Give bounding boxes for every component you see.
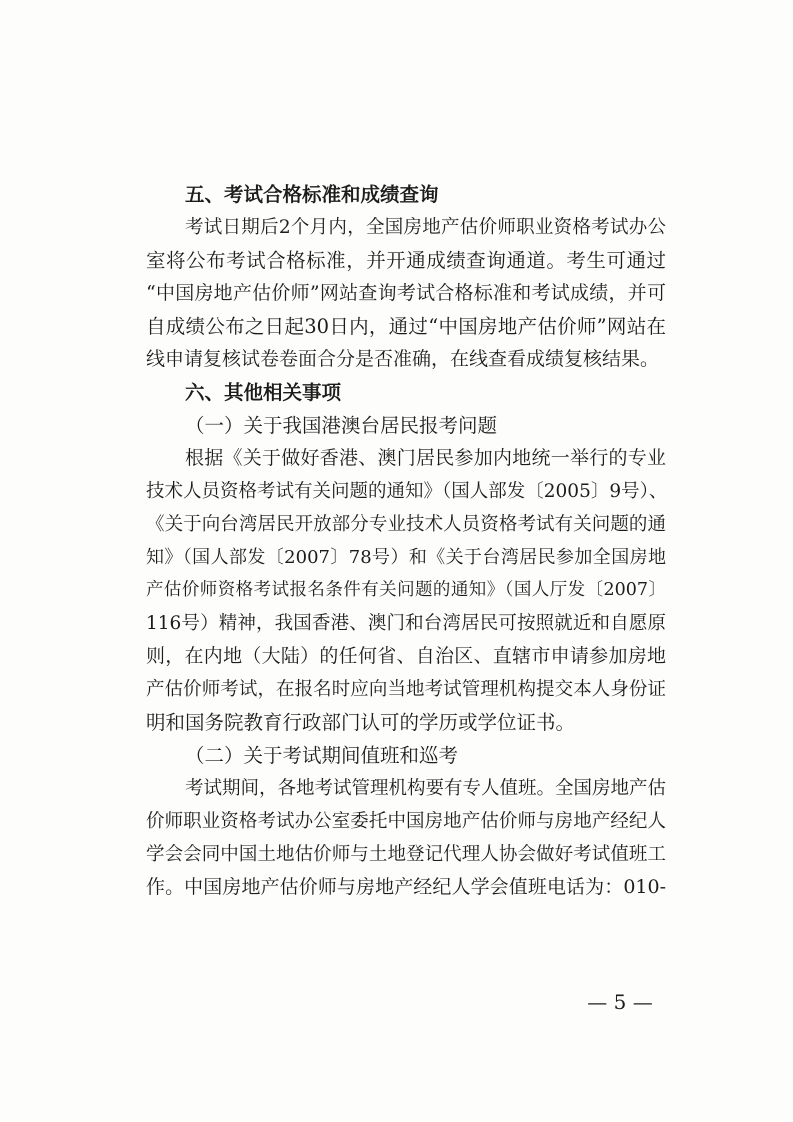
page-number: — 5 — (587, 990, 653, 1014)
section-6-heading: 六、其他相关事项 (185, 381, 342, 404)
subsection-2-line-2: 价师职业资格考试办公室委托中国房地产估价师与房地产经纪人 (146, 811, 666, 832)
subsection-2-line-4: 作。中国房地产估价师与房地产经纪人学会值班电话为：010- (146, 876, 666, 898)
subsection-2-heading: （二）关于考试期间值班和巡考 (185, 744, 459, 767)
section-5-line-5: 线申请复核试卷卷面合分是否准确，在线查看成绩复核结果。 (146, 348, 660, 370)
subsection-2-line-3: 学会会同中国土地估价师与土地登记代理人协会做好考试值班工 (146, 844, 666, 865)
subsection-2-line-1: 考试期间，各地考试管理机构要有专人值班。全国房地产估 (185, 778, 667, 799)
section-5-line-4: 自成绩公布之日起30日内，通过“中国房地产估价师”网站在 (146, 315, 666, 338)
subsection-1-line-3: 《关于向台湾居民开放部分专业技术人员资格考试有关问题的通 (146, 514, 666, 535)
section-5-line-3: “中国房地产估价师”网站查询考试合格标准和考试成绩，并可 (146, 282, 666, 304)
subsection-1-line-1: 根据《关于做好香港、澳门居民参加内地统一举行的专业 (185, 447, 666, 469)
section-5-line-2: 室将公布考试合格标准，并开通成绩查询通道。考生可通过 (146, 249, 666, 272)
subsection-1-line-9: 明和国务院教育行政部门认可的学历或学位证书。 (146, 711, 576, 734)
subsection-1-line-5: 产估价师资格考试报名条件有关问题的通知》（国人厅发〔2007〕 (146, 580, 666, 600)
subsection-1-line-7: 则，在内地（大陆）的任何省、自治区、直辖市申请参加房地 (146, 645, 666, 667)
subsection-1-line-8: 产估价师考试，在报名时应向当地考试管理机构提交本人身份证 (146, 679, 666, 700)
subsection-1-heading: （一）关于我国港澳台居民报考问题 (185, 414, 498, 437)
subsection-1-line-4: 知》（国人部发〔2007〕78号）和《关于台湾居民参加全国房地 (146, 547, 666, 568)
subsection-1-line-6: 116号）精神，我国香港、澳门和台湾居民可按照就近和自愿原 (146, 613, 666, 634)
subsection-1-line-2: 技术人员资格考试有关问题的通知》（国人部发〔2005〕9号）、 (146, 481, 668, 502)
document-body (146, 178, 666, 904)
section-5-heading: 五、考试合格标准和成绩查询 (185, 183, 439, 206)
section-5-line-1: 考试日期后2个月内，全国房地产估价师职业资格考试办公 (185, 217, 666, 238)
